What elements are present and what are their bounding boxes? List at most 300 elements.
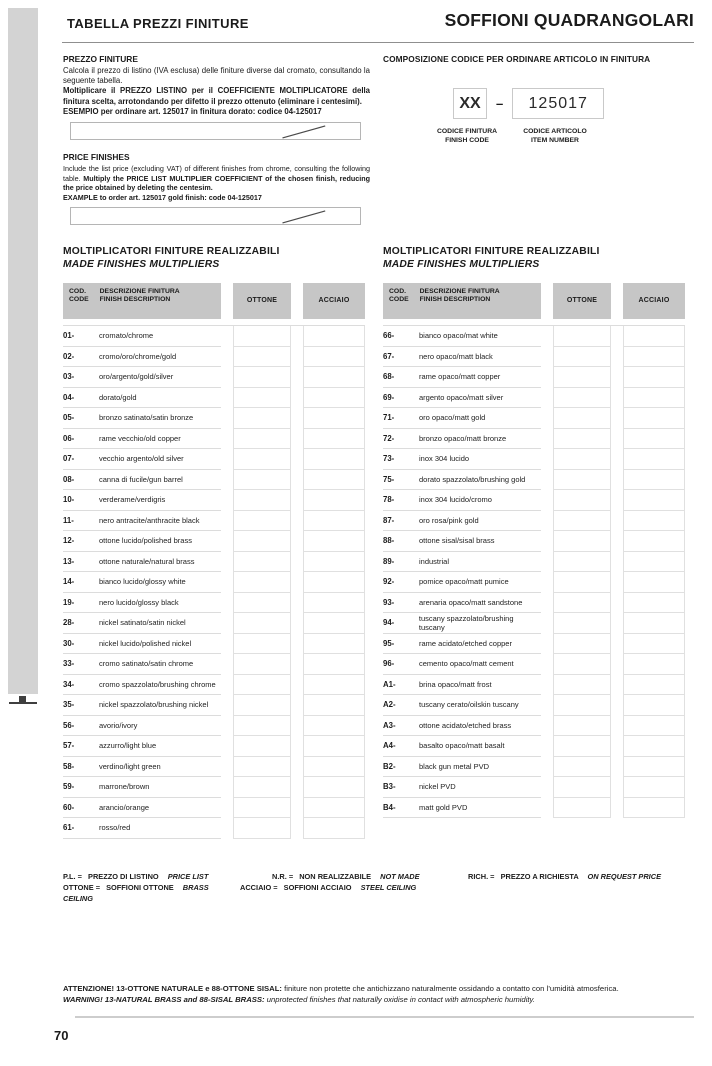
table-row [63, 326, 365, 347]
finish-code: A3- [383, 720, 396, 730]
finish-code: 06- [63, 433, 75, 443]
finish-description: bronzo satinato/satin bronze [99, 413, 194, 423]
acciaio-cell [623, 490, 685, 511]
ottone-cell [233, 388, 291, 409]
finish-description: ottone naturale/natural brass [99, 556, 195, 566]
item-number-label-it: CODICE ARTICOLO [523, 128, 587, 135]
table-row [63, 572, 365, 593]
finish-code: 56- [63, 720, 75, 730]
table-row [383, 757, 685, 778]
finish-description: rosso/red [99, 823, 131, 833]
ottone-cell [553, 654, 611, 675]
table-row [63, 470, 365, 491]
ottone-cell [233, 367, 291, 388]
table-row [383, 572, 685, 593]
ottone-cell [553, 613, 611, 634]
finish-description: verdino/light green [99, 761, 161, 771]
table-row [63, 552, 365, 573]
legend-row-2 [63, 882, 698, 904]
section-title-right [383, 246, 600, 271]
acciaio-cell [303, 634, 365, 655]
legend-it: SOFFIONI ACCIAIO [283, 883, 352, 892]
item-number-box: 125017 [512, 88, 604, 119]
table-rows [63, 325, 365, 839]
legend-row-1 [63, 871, 698, 882]
header-cell-acciaio: ACCIAIO [303, 283, 365, 319]
code-builder-row [453, 88, 683, 119]
section-title-it: MOLTIPLICATORI FINITURE REALIZZABILI [63, 246, 280, 257]
legend-it: NON REALIZZABILE [299, 872, 372, 881]
finish-description: bianco opaco/mat white [419, 331, 498, 341]
acciaio-cell [303, 798, 365, 819]
ottone-cell [233, 736, 291, 757]
page-title-left: TABELLA PREZZI FINITURE [67, 16, 249, 31]
finish-code: 01- [63, 331, 75, 341]
ottone-cell [233, 408, 291, 429]
table-row [383, 736, 685, 757]
finish-description: inox 304 lucido/cromo [419, 495, 492, 505]
ottone-cell [553, 408, 611, 429]
acciaio-cell [623, 736, 685, 757]
table-row [383, 798, 685, 819]
legend-item [240, 882, 416, 904]
finish-code: A1- [383, 679, 396, 689]
ottone-cell [233, 777, 291, 798]
table-row [63, 818, 365, 839]
finish-code-box: XX [453, 88, 487, 119]
table-row [63, 367, 365, 388]
showerhead-icon-ceiling [9, 702, 37, 704]
finish-description: matt gold PVD [419, 802, 468, 812]
legend-it: PREZZO DI LISTINO [88, 872, 159, 881]
finish-code: 88- [383, 536, 395, 546]
acciaio-cell [303, 429, 365, 450]
table-row [63, 654, 365, 675]
ottone-cell [233, 429, 291, 450]
table-row [383, 429, 685, 450]
legend-abbr: RICH. = [468, 872, 495, 881]
table-header-row [63, 283, 365, 319]
ottone-cell [553, 490, 611, 511]
ottone-cell [553, 695, 611, 716]
acciaio-cell [303, 695, 365, 716]
showerhead-icon [8, 694, 38, 708]
table-rows [383, 325, 685, 818]
header-code: COD. CODE [69, 288, 89, 304]
warning-en [63, 995, 698, 1006]
finish-description: nero opaco/matt black [419, 351, 493, 361]
acciaio-cell [303, 367, 365, 388]
finish-code: 69- [383, 392, 395, 402]
table-row [383, 593, 685, 614]
legend-it: PREZZO A RICHIESTA [500, 872, 579, 881]
ottone-cell [553, 634, 611, 655]
finishes-table-left [63, 283, 365, 839]
acciaio-cell [303, 675, 365, 696]
ottone-cell [553, 572, 611, 593]
ottone-cell [553, 531, 611, 552]
acciaio-cell [303, 511, 365, 532]
code-builder-title: COMPOSIZIONE CODICE PER ORDINARE ARTICOLO IN FINITURA [383, 54, 651, 64]
acciaio-cell [623, 347, 685, 368]
finish-code: 75- [383, 474, 395, 484]
ottone-cell [233, 470, 291, 491]
legend-abbr: ACCIAIO = [240, 883, 278, 892]
finish-description: cemento opaco/matt cement [419, 659, 514, 669]
header-code: COD. CODE [389, 288, 409, 304]
table-row [63, 695, 365, 716]
ottone-cell [553, 552, 611, 573]
table-row [63, 736, 365, 757]
section-title-en: MADE FINISHES MULTIPLIERS [63, 258, 220, 270]
intro-en-example: EXAMPLE to order art. 125017 gold finish: code 04-125017 [63, 192, 262, 202]
intro-en-bold-text: Multiply the PRICE LIST MULTIPLIER COEFFICIENT of the chosen finish, reducing the price obtained by deleting the centesim. [63, 173, 370, 193]
intro-it-paragraph [63, 66, 370, 117]
finish-code: 93- [383, 597, 395, 607]
finish-code: 71- [383, 413, 395, 423]
finish-code: 33- [63, 659, 75, 669]
ottone-cell [233, 613, 291, 634]
finish-code: 03- [63, 372, 75, 382]
finish-description: ottone lucido/polished brass [99, 536, 192, 546]
finish-code: 02- [63, 351, 75, 361]
item-number-label [523, 128, 587, 145]
finish-code: 19- [63, 597, 75, 607]
intro-en-paragraph [63, 164, 370, 202]
table-header-row [383, 283, 685, 319]
finish-description: dorato spazzolato/brushing gold [419, 474, 526, 484]
finish-code: 92- [383, 577, 395, 587]
intro-it-bold-text: Moltiplicare il PREZZO LISTINO per il COEFFICIENTE MOLTIPLICATORE della finitura scelta, arrotondando per difetto il prezzo ottenuto (eliminare i centesimi). [63, 86, 370, 106]
finish-code: 89- [383, 556, 395, 566]
acciaio-cell [623, 408, 685, 429]
finish-description: rame acidato/etched copper [419, 638, 512, 648]
code-dash: – [496, 96, 504, 111]
finish-description: dorato/gold [99, 392, 137, 402]
finish-description: nero antracite/anthracite black [99, 515, 200, 525]
finish-code: 05- [63, 413, 75, 423]
finish-description: ottone sisal/sisal brass [419, 536, 495, 546]
finish-description: tuscany cerato/oilskin tuscany [419, 700, 519, 710]
finish-code: 60- [63, 802, 75, 812]
finish-code: A4- [383, 741, 396, 751]
ottone-cell [553, 388, 611, 409]
ottone-cell [553, 326, 611, 347]
intro-en-title: PRICE FINISHES [63, 152, 130, 163]
ottone-cell [553, 367, 611, 388]
finish-code: 13- [63, 556, 75, 566]
ottone-cell [233, 572, 291, 593]
warning-note [63, 984, 698, 1005]
acciaio-cell [303, 593, 365, 614]
finish-description: cromo satinato/satin chrome [99, 659, 194, 669]
finish-code: 87- [383, 515, 395, 525]
header-cell-description [383, 283, 541, 319]
acciaio-cell [623, 716, 685, 737]
table-row [63, 716, 365, 737]
finish-code: 78- [383, 495, 395, 505]
finish-description: tuscany spazzolato/brushing tuscany [418, 613, 514, 632]
finish-code: 10- [63, 495, 75, 505]
finish-code: 96- [383, 659, 395, 669]
acciaio-cell [303, 613, 365, 634]
finish-description: cromo/oro/chrome/gold [99, 351, 177, 361]
finish-description: nickel PVD [419, 782, 456, 792]
finish-description: cromo spazzolato/brushing chrome [99, 679, 216, 689]
finish-code-label [437, 128, 497, 145]
finish-code: 08- [63, 474, 75, 484]
table-row [383, 326, 685, 347]
acciaio-cell [303, 757, 365, 778]
table-row [383, 490, 685, 511]
table-row [63, 757, 365, 778]
finish-description: nickel satinato/satin nickel [99, 618, 186, 628]
legend-item [63, 882, 240, 904]
acciaio-cell [623, 777, 685, 798]
acciaio-cell [623, 552, 685, 573]
finish-code: 04- [63, 392, 75, 402]
acciaio-cell [303, 326, 365, 347]
legend-en: BRASS CEILING [63, 883, 209, 903]
finish-description: nickel lucido/polished nickel [99, 638, 192, 648]
ottone-cell [233, 552, 291, 573]
ottone-cell [553, 470, 611, 491]
finish-code: 61- [63, 823, 75, 833]
finish-description: basalto opaco/matt basalt [419, 741, 505, 751]
finish-description: ottone acidato/etched brass [419, 720, 512, 730]
acciaio-cell [303, 654, 365, 675]
acciaio-cell [303, 552, 365, 573]
warning-it-lead: ATTENZIONE! 13-OTTONE NATURALE e 88-OTTONE SISAL: [63, 984, 282, 993]
finish-code: 30- [63, 638, 75, 648]
acciaio-cell [623, 531, 685, 552]
legend-item [468, 871, 661, 882]
acciaio-cell [623, 470, 685, 491]
intro-column [63, 54, 370, 225]
acciaio-cell [623, 798, 685, 819]
acciaio-cell [303, 818, 365, 839]
header-cell-ottone: OTTONE [233, 283, 291, 319]
table-row [63, 408, 365, 429]
table-row [383, 470, 685, 491]
acciaio-cell [623, 388, 685, 409]
finish-code-label-en: FINISH CODE [445, 136, 489, 144]
header-description: DESCRIZIONE FINITURA FINISH DESCRIPTION [99, 288, 180, 304]
acciaio-cell [303, 347, 365, 368]
table-row [383, 388, 685, 409]
acciaio-cell [303, 572, 365, 593]
finish-code: B3- [383, 782, 396, 792]
ottone-cell [233, 634, 291, 655]
table-row [383, 675, 685, 696]
section-title-left [63, 246, 280, 271]
finish-description: arancio/orange [99, 802, 150, 812]
acciaio-cell [623, 593, 685, 614]
finish-code: 14- [63, 577, 75, 587]
warning-en-text: unprotected finishes that naturally oxidise in contact with atmospheric humidity. [266, 994, 535, 1004]
diagonal-line [71, 208, 360, 226]
table-row [63, 347, 365, 368]
acciaio-cell [303, 449, 365, 470]
finish-code: 72- [383, 433, 395, 443]
legend [63, 871, 698, 904]
finish-description: rame vecchio/old copper [99, 433, 181, 443]
finish-description: vecchio argento/old silver [99, 454, 184, 464]
ottone-cell [233, 818, 291, 839]
ottone-cell [233, 593, 291, 614]
acciaio-cell [623, 511, 685, 532]
header-description: DESCRIZIONE FINITURA FINISH DESCRIPTION [419, 288, 500, 304]
legend-en: ON REQUEST PRICE [587, 872, 662, 881]
item-number-label-en: ITEM NUMBER [531, 136, 579, 144]
acciaio-cell [623, 449, 685, 470]
intro-it-title: PREZZO FINITURE [63, 54, 138, 64]
ottone-cell [553, 798, 611, 819]
finish-description: black gun metal PVD [419, 761, 490, 771]
table-row [63, 511, 365, 532]
table-row [383, 716, 685, 737]
table-row [63, 634, 365, 655]
ottone-cell [233, 798, 291, 819]
ottone-cell [233, 675, 291, 696]
example-box-it [70, 122, 361, 140]
table-row [383, 347, 685, 368]
table-row [63, 675, 365, 696]
finish-description: bianco lucido/glossy white [99, 577, 186, 587]
acciaio-cell [303, 777, 365, 798]
finish-code-label-it: CODICE FINITURA [436, 128, 498, 135]
acciaio-cell [623, 695, 685, 716]
ottone-cell [233, 326, 291, 347]
acciaio-cell [303, 736, 365, 757]
ottone-cell [553, 511, 611, 532]
table-row [383, 695, 685, 716]
finish-description: rame opaco/matt copper [419, 372, 501, 382]
finish-description: cromato/chrome [99, 331, 154, 341]
ottone-cell [553, 716, 611, 737]
acciaio-cell [303, 490, 365, 511]
ottone-cell [233, 531, 291, 552]
ottone-cell [553, 736, 611, 757]
code-builder-column [383, 54, 683, 150]
finish-description: oro opaco/matt gold [419, 413, 486, 423]
table-row [383, 449, 685, 470]
ottone-cell [233, 716, 291, 737]
finish-code: 34- [63, 679, 75, 689]
finish-code: B4- [383, 802, 396, 812]
legend-item [272, 871, 468, 882]
finish-description: verderame/verdigris [99, 495, 166, 505]
table-row [383, 367, 685, 388]
finish-code: 11- [63, 515, 74, 525]
acciaio-cell [623, 675, 685, 696]
acciaio-cell [623, 757, 685, 778]
finish-code: A2- [383, 700, 396, 710]
finish-code: 66- [383, 331, 395, 341]
ottone-cell [233, 654, 291, 675]
finish-description: pomice opaco/matt pumice [419, 577, 509, 587]
legend-en: STEEL CEILING [360, 883, 417, 892]
header-cell-description [63, 283, 221, 319]
ottone-cell [553, 347, 611, 368]
legend-item [63, 871, 272, 882]
legend-it: SOFFIONI OTTONE [106, 883, 174, 892]
legend-en: PRICE LIST [167, 872, 209, 881]
finish-description: industrial [419, 556, 450, 566]
code-builder-labels [383, 128, 683, 150]
page-number: 70 [54, 1028, 69, 1043]
finish-description: argento opaco/matt silver [419, 392, 504, 402]
table-row [63, 490, 365, 511]
finish-description: marrone/brown [99, 782, 150, 792]
finish-description: oro/argento/gold/silver [99, 372, 174, 382]
table-row [383, 613, 685, 634]
warning-en-lead: WARNING! 13-NATURAL BRASS and 88-SISAL BRASS: [63, 994, 265, 1004]
table-row [63, 593, 365, 614]
finish-code: 59- [63, 782, 75, 792]
header-cell-acciaio: ACCIAIO [623, 283, 685, 319]
intro-it-example: ESEMPIO per ordinare art. 125017 in finitura dorato: codice 04-125017 [63, 106, 322, 116]
finish-code: 28- [63, 618, 75, 628]
section-title-it: MOLTIPLICATORI FINITURE REALIZZABILI [383, 246, 600, 257]
finish-description: azzurro/light blue [99, 741, 157, 751]
ottone-cell [233, 511, 291, 532]
finish-description: nickel spazzolato/brushing nickel [99, 700, 209, 710]
header-divider [62, 42, 694, 43]
finish-code: 58- [63, 761, 75, 771]
legend-abbr: OTTONE = [63, 883, 101, 892]
finish-code: B2- [383, 761, 396, 771]
ottone-cell [553, 449, 611, 470]
ottone-cell [233, 490, 291, 511]
intro-en-text: Include the list price (excluding VAT) of different finishes from chrome, consulting the following table. [63, 164, 370, 183]
legend-abbr: P.L. = [63, 872, 82, 881]
table-row [383, 654, 685, 675]
acciaio-cell [303, 531, 365, 552]
finish-code: 35- [63, 700, 75, 710]
table-row [383, 511, 685, 532]
acciaio-cell [303, 388, 365, 409]
acciaio-cell [623, 429, 685, 450]
acciaio-cell [623, 572, 685, 593]
sidebar-tab-soffioni-quadrangolari [8, 694, 38, 765]
ottone-cell [233, 449, 291, 470]
ottone-cell [553, 675, 611, 696]
table-row [63, 613, 365, 634]
acciaio-cell [303, 470, 365, 491]
acciaio-cell [303, 716, 365, 737]
finish-code: 68- [383, 372, 395, 382]
table-row [63, 388, 365, 409]
ottone-cell [233, 757, 291, 778]
acciaio-cell [623, 613, 685, 634]
finish-description: arenaria opaco/matt sandstone [419, 597, 523, 607]
finish-description: brina opaco/matt frost [419, 679, 492, 689]
section-title-en: MADE FINISHES MULTIPLIERS [383, 258, 540, 270]
warning-it [63, 984, 698, 995]
warning-it-text: finiture non protette che antichizzano naturalmente ossidando a contatto con l’umidità atmosferica. [284, 984, 619, 993]
header-cell-ottone: OTTONE [553, 283, 611, 319]
table-row [63, 777, 365, 798]
legend-abbr: N.R. = [272, 872, 294, 881]
table-row [383, 777, 685, 798]
side-strip [8, 8, 38, 765]
ottone-cell [553, 429, 611, 450]
ottone-cell [553, 593, 611, 614]
finish-code: 07- [63, 454, 75, 464]
finish-description: nero lucido/glossy black [99, 597, 179, 607]
acciaio-cell [623, 367, 685, 388]
